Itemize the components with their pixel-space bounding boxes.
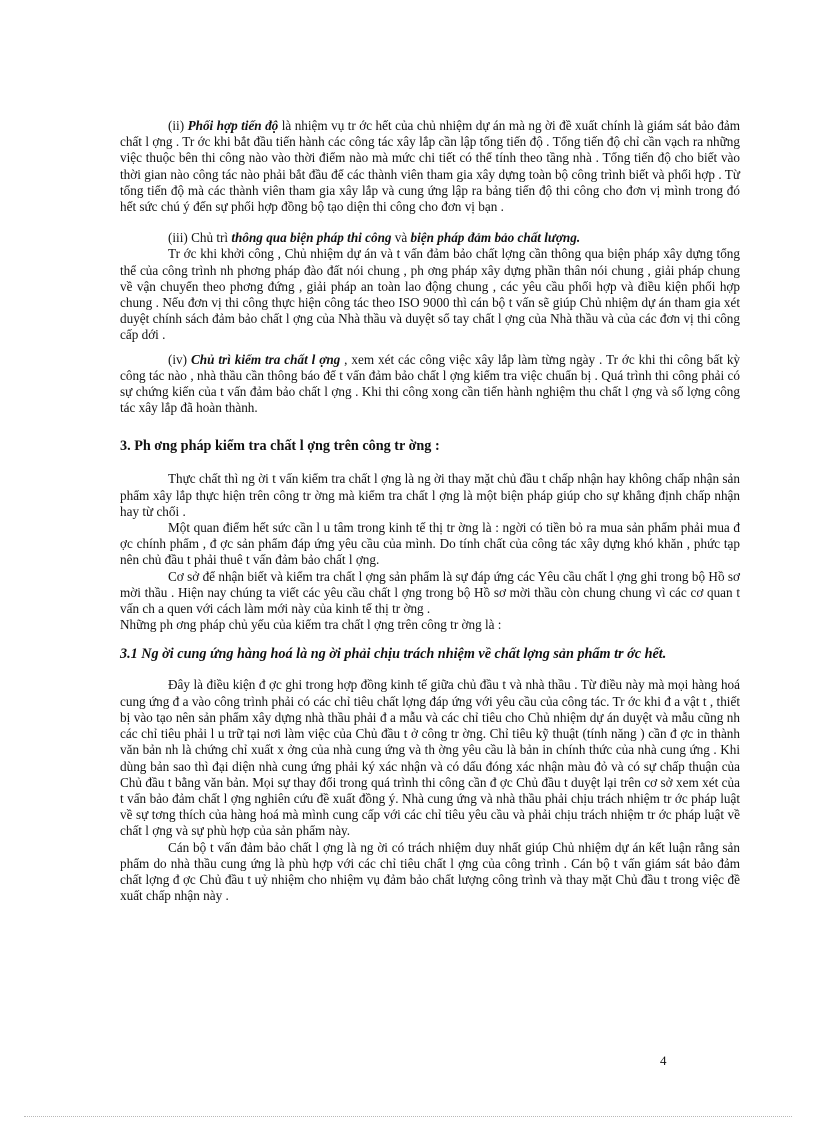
paragraph-qa-officer: Cán bộ t vấn đảm bảo chất l ợng là ng ời có trách nhiệm duy nhất giúp Chủ nhiệm dự án kết luận rằng sản phẩm do nhà thầu cung ứng là phù hợp với các chỉ tiêu chất l ợng của công trình . Cán bộ t vấn giám sát bảo đảm chất lợng đ ợc Chủ đầu t uỷ nhiệm cho nhiệm vụ đảm bảo chất lượng công trình và thay mặt Chủ đầu t trong việc đề xuất chấp nhận này . xyxy=(120,839,740,904)
paragraph-construction-methods: Tr ớc khi khởi công , Chủ nhiệm dự án và t vấn đảm bảo chất lợng cần thông qua biện pháp xây dựng tổng thể của công trình nh phơng pháp đào đất nói chung , ph ơng pháp xây dựng phần thân nói chung , giải pháp chung về vận chuyển theo phơng đứng , giải pháp an toàn lao động chung , các yêu cầu phối hợp và điều kiện phối hợp chung . Nếu đơn vị thi công thực hiện công tác theo ISO 9000 thì cán bộ t vấn sẽ giúp Chủ nhiệm dự án tham gia xét duyệt chính sách đảm bảo chất l ợng của Nhà thầu và duyệt sổ tay chất l ợng của Nhà thầu và của các đơn vị thi công cấp dới . xyxy=(120,246,740,343)
paragraph-market-view: Một quan điểm hết sức cần l u tâm trong kinh tế thị tr ờng là : ngời có tiền bỏ ra mua sản phẩm phải mua đ ợc chính phẩm , đ ợc sản phẩm đáp ứng yêu cầu của mình. Do tính chất của công tác xây dựng khó khăn , phức tạp nên chủ đầu t phải thuê t vấn đảm bảo chất l ợng. xyxy=(120,520,740,568)
emphasis-phrase: biện pháp đảm bảo chất lượng. xyxy=(410,230,581,246)
paragraph-supplier-responsibility: Đây là điều kiện đ ợc ghi trong hợp đồng kinh tế giữa chủ đầu t và nhà thầu . Từ điều này mà mọi hàng hoá cung ứng đ a vào công trình phải có các chỉ tiêu chất lợng đáp ứng với yêu cầu của công tác. Tr ớc khi đ a vật t , thiết bị vào tạo nên sản phẩm xây dựng nhà thầu phải đ a mẫu và các chỉ tiêu cho Chủ nhiệm dự án duyệt và mẫu cũng nh các chỉ tiêu phải l u trữ tại nơi làm việc của Chủ đầu t ở công tr ờng. Chỉ tiêu kỹ thuật (tính năng ) cần đ ợc in thành văn bản nh là chứng chỉ xuất x ởng của nhà cung ứng và th ờng yêu cầu là bản in chính thức của nhà cung ứng . Khi dùng bản sao thì đại diện nhà cung ứng phải ký xác nhận và có dấu đóng xác nhận màu đỏ và có sự chấp thuận của Chủ đầu t bằng văn bản. Mọi sự thay đổi trong quá trình thi công cần đ ợc Chủ đầu t duyệt lại trên cơ sở xem xét của t vấn bảo đảm chất l ợng nghiên cứu đề xuất đồng ý. Nhà cung ứng và nhà thầu phải chịu trách nhiệm tr ớc pháp luật về sự tơng thích của hàng hoá mà mình cung cấp với các chỉ tiêu yêu cầu và phải chịu trách nhiệm tr ớc pháp luật về chất l ợng và sự phù hợp của sản phẩm này. xyxy=(120,677,740,839)
footer-divider xyxy=(24,1116,792,1117)
paragraph-basis: Cơ sở để nhận biết và kiểm tra chất l ợng sản phẩm là sự đáp ứng các Yêu cầu chất l ợng ghi trong bộ Hồ sơ mời thầu . Hiện nay chúng ta viết các yêu cầu chất l ợng trong bộ Hồ sơ mời thầu còn chung chung vì các cơ quan t vấn ch a quen với cách làm mới này của kinh tế thị tr ờng . xyxy=(120,568,740,617)
paragraph-schedule-coordination: (ii) Phối hợp tiến độ là nhiệm vụ tr ớc hết của chủ nhiệm dự án mà ng ời đề xuất chính là giám sát bảo đảm chất l ợng . Tr ớc khi bắt đầu tiến hành các công tác xây lắp cần lập tổng tiến độ . Tổng tiến độ chỉ cần vạch ra những việc thuộc bên thi công nào vào thời điểm nào mà mức chi tiết có thể tính theo tầng nhà . Tổng tiến độ cho biết vào thời gian nào công tác nào phải bắt đầu để các thành viên tham gia xây dựng toàn bộ công trình biết và phối hợp . Từ tổng tiến độ mà các thành viên tham gia xây lắp và cung ứng lập ra bảng tiến độ thi công cho đơn vị mình trong đó hết sức chú ý đến sự phối hợp đồng bộ tạo diện thi công cho đơn vị bạn . xyxy=(120,118,740,215)
page-number: 4 xyxy=(660,1053,667,1068)
section-heading-3-1: 3.1 Ng ời cung ứng hàng hoá là ng ời phải chịu trách nhiệm về chất lợng sản phẩm tr ớc hết. xyxy=(120,646,667,663)
emphasis-phrase: thông qua biện pháp thi công xyxy=(231,230,392,246)
paragraph-consultant-role: Thực chất thì ng ời t vấn kiểm tra chất l ợng là ng ời thay mặt chủ đầu t chấp nhận hay không chấp nhận sản phẩm xây lắp thực hiện trên công tr ờng mà kiểm tra chất l ợng là một biện pháp giúp cho sự khẳng định chấp nhận hay từ chối . xyxy=(120,471,740,519)
paragraph-methods-intro: Những ph ơng pháp chủ yếu của kiểm tra chất l ợng trên công tr ờng là : xyxy=(120,617,502,633)
paragraph-quality-inspection: (iv) Chủ trì kiểm tra chất l ợng , xem xét các công việc xây lắp làm từng ngày . Tr ớc khi thi công bất kỳ công tác nào , nhà thầu cần thông báo để t vấn đảm bảo chất l ợng kiểm tra việc chuẩn bị . Quá trình thi công phải có sự chứng kiến của t vấn đảm bảo chất l ợng . Khi thi công xong cần tiến hành nghiệm thu chất l ợng và số lợng công tác xây lắp đã hoàn thành. xyxy=(120,351,741,416)
paragraph-construction-methods-heading: (iii) Chủ trì thông qua biện pháp thi công và biện pháp đảm bảo chất lượng. xyxy=(168,230,581,246)
emphasis-phrase: Chủ trì kiểm tra chất l ợng xyxy=(190,351,341,367)
section-heading-3: 3. Ph ơng pháp kiểm tra chất l ợng trên công tr ờng : xyxy=(120,438,440,455)
document-body xyxy=(120,118,740,904)
emphasis-phrase: Phối hợp tiến độ xyxy=(187,118,279,133)
